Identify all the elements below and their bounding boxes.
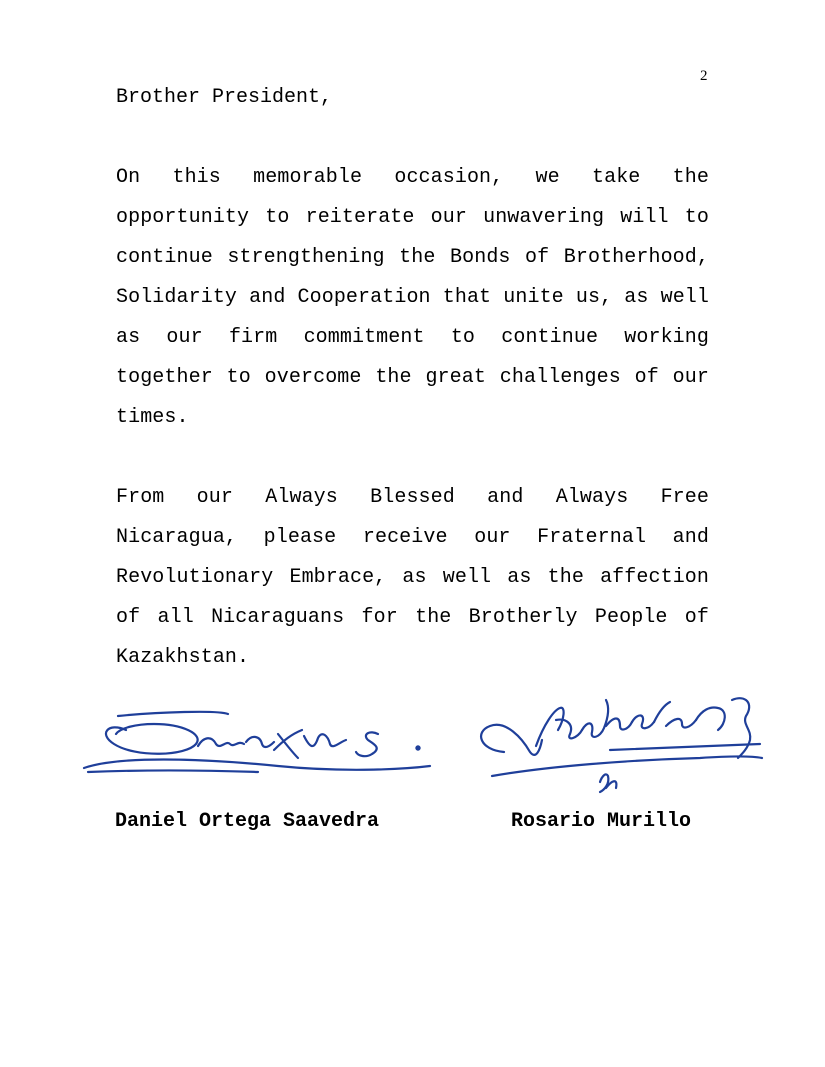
signature-murillo-icon <box>470 680 770 800</box>
signature-ortega-icon <box>78 700 440 790</box>
letter-paragraph-1: On this memorable occasion, we take the opportunity to reiterate our unwavering will to continue strengthening the Bonds of Brotherhood, Solidarity and Cooperation that unite us, as well as our firm commitment to continue working together to overcome the great challenges of our times. <box>116 166 709 429</box>
page-number: 2 <box>700 68 708 84</box>
signer-name-ortega: Daniel Ortega Saavedra <box>115 810 380 833</box>
signer-name-murillo: Rosario Murillo <box>511 810 692 833</box>
letter-paragraph-2: From our Always Blessed and Always Free Nicaragua, please receive our Fraternal and Revolutionary Embrace, as well as the affection of all Nicaraguans for the Brotherly People of Kazakhstan. <box>116 486 709 669</box>
letter-salutation: Brother President, <box>116 86 333 109</box>
